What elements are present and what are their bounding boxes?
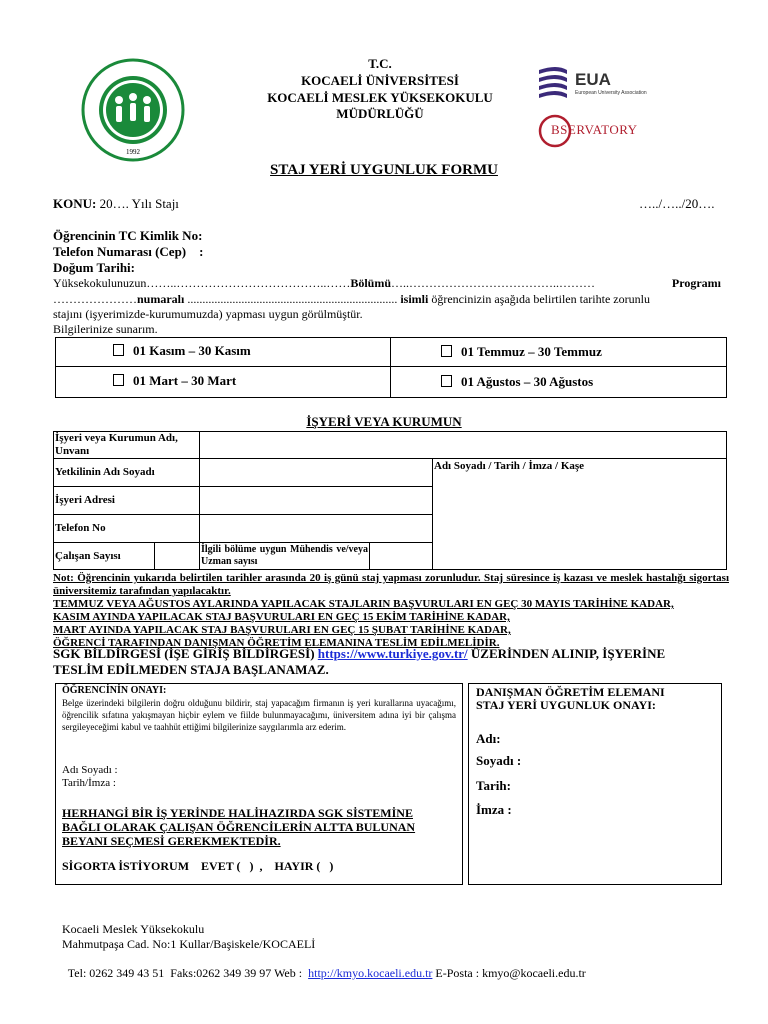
observatory-label: BSERVATORY [551, 122, 638, 137]
period-label: 01 Kasım – 30 Kasım [133, 343, 251, 358]
advisor-date: Tarih: [476, 778, 511, 793]
workplace-address-label: İşyeri Adresi [55, 494, 115, 506]
footer-address: Mahmutpaşa Cad. No:1 Kullar/Başiskele/KOCAELİ [62, 937, 316, 951]
para-dots-1: Yüksekokulunuzun……..………………………………..…… [53, 276, 351, 290]
advisor-title-1: DANIŞMAN ÖĞRETİM ELEMANI [476, 685, 665, 699]
checkbox-icon[interactable] [113, 374, 124, 386]
workplace-title: İŞYERİ VEYA KURUMUN [306, 414, 462, 429]
sgk-warning-2: BAĞLI OLARAK ÇALIŞAN ÖĞRENCİLERİN ALTTA BULUNAN [62, 820, 416, 834]
konu-label: KONU: [53, 196, 97, 211]
footer-school: Kocaeli Meslek Yüksekokulu [62, 922, 205, 936]
student-paragraph-line4: Bilgilerinize sunarım. [53, 322, 158, 336]
advisor-name: Adı: [476, 731, 501, 746]
deadline-march: MART AYINDA YAPILACAK STAJ BAŞVURULARI EN GEÇ 15 ŞUBAT TARİHİNE KADAR, [53, 624, 511, 636]
workplace-row-divider-4 [53, 542, 432, 543]
deadline-november: KASIM AYINDA YAPILACAK STAJ BAŞVURULARI EN GEÇ 15 EKİM TARİHİNE KADAR, [53, 611, 510, 623]
student-approval-body: Belge üzerindeki bilgilerin doğru olduğunu bildirir, staj yapacağım firmanın iş yeri kurallarına uyacağımı, öğrencilik sıfatına yakışmayan hiçbir eylem ve fiilde bulunmayacağımı, üniversitem adına iyi bir çalışma sergileyeceğimi kabul ve taahhüt ettiğimi bilgilerinize saygılarımla arz ederim. [62, 698, 456, 732]
checkbox-icon[interactable] [441, 345, 452, 357]
deadline-delivery: ÖĞRENCİ TARAFINDAN DANIŞMAN ÖĞRETİM ELEMANINA TESLİM EDİLMELİDİR. [53, 637, 500, 649]
deadline-summer: TEMMUZ VEYA AĞUSTOS AYLARINDA YAPILACAK STAJLARIN BAŞVURULARI EN GEÇ 30 MAYIS TARİHİNE KADAR, [53, 598, 674, 610]
workplace-col-divider-2 [432, 458, 433, 570]
workplace-row-divider-3 [53, 514, 432, 515]
checkbox-icon[interactable] [113, 344, 124, 356]
insurance-choice[interactable]: SİGORTA İSTİYORUM EVET ( ) , HAYIR ( ) [62, 859, 334, 873]
student-phone-label: Telefon Numarası (Cep) : [53, 244, 204, 259]
student-paragraph-line3: stajını (işyerimizde-kurumumuzda) yapması uygun görülmüştür. [53, 307, 363, 321]
period-table-hdivider [55, 366, 727, 367]
sgk-warning-3: BEYANI SEÇMESİ GEREKMEKTEDİR. [62, 834, 281, 848]
para-text-1: öğrencinizin aşağıda belirtilen tarihte zorunlu [428, 292, 650, 306]
period-table-vdivider [390, 337, 391, 398]
checkbox-icon[interactable] [441, 375, 452, 387]
note-insurance: Not: Öğrencinin yukarıda belirtilen tarihler arasında 20 iş günü staj yapması zorunludur. Staj süresince iş kazası ve meslek hastalığı sigortası üniversitemiz tarafından yapılacaktır. [53, 572, 729, 597]
para-isimli: isimli [397, 292, 429, 306]
sgk-link[interactable]: https://www.turkiye.gov.tr/ [317, 646, 468, 661]
eua-label: EUA [575, 70, 611, 89]
advisor-sign: İmza : [476, 802, 512, 817]
period-label: 01 Mart – 30 Mart [133, 373, 237, 388]
period-option-kasim[interactable] [113, 343, 251, 359]
period-label: 01 Temmuz – 30 Temmuz [461, 344, 602, 359]
sgk-text-2: ÜZERİNDEN ALINIP, İŞYERİNE [467, 646, 666, 661]
footer-web-link[interactable]: http://kmyo.kocaeli.edu.tr [308, 966, 433, 980]
workplace-name-label: İşyeri veya Kurumun Adı, Unvanı [55, 432, 178, 457]
konu-date: …../…../20…. [639, 196, 715, 211]
footer-contact [62, 951, 586, 981]
eua-subtitle: European University Association [575, 90, 647, 96]
eua-logo [537, 62, 677, 104]
student-approval-date-sign: Tarih/İmza : [62, 777, 116, 789]
advisor-title-2: STAJ YERİ UYGUNLUK ONAYI: [476, 698, 656, 712]
header-university: KOCAELİ ÜNİVERSİTESİ [301, 73, 459, 88]
period-option-temmuz[interactable] [441, 344, 602, 360]
sgk-text-1: SGK BİLDİRGESİ (İŞE GİRİŞ BİLDİRGESİ) [53, 646, 318, 661]
workplace-phone-label: Telefon No [55, 522, 106, 534]
sgk-warning-1: HERHANGİ BİR İŞ YERİNDE HALİHAZIRDA SGK SİSTEMİNE [62, 806, 413, 820]
para-numarali: numaralı [137, 292, 185, 306]
footer-email: E-Posta : kmyo@kocaeli.edu.tr [432, 966, 586, 980]
footer-phone-fax: Tel: 0262 349 43 51 Faks:0262 349 39 97 Web : [67, 966, 309, 980]
workplace-staff-divider [154, 542, 155, 570]
header-directorate: MÜDÜRLÜĞÜ [336, 106, 424, 121]
workplace-engineer-label: İlgili bölüme uygun Mühendis ve/veya Uzman sayısı [201, 544, 368, 567]
workplace-engineer-divider [369, 542, 370, 570]
para-dots-2: …..………………………………..……… [391, 276, 596, 290]
advisor-surname: Soyadı : [476, 753, 522, 768]
period-option-mart[interactable] [113, 373, 236, 389]
para-dots-4: ...................................................................... [184, 292, 398, 306]
workplace-row-divider-2 [53, 486, 432, 487]
form-title: STAJ YERİ UYGUNLUK FORMU [270, 162, 498, 178]
para-bolumu: Bölümü [350, 276, 392, 290]
sgk-notice [53, 646, 665, 662]
period-label: 01 Ağustos – 30 Ağustos [461, 374, 594, 389]
konu-row [53, 196, 179, 212]
workplace-row-divider-1 [53, 458, 727, 459]
observatory-logo [537, 110, 637, 152]
student-birth-label: Doğum Tarihi: [53, 260, 135, 275]
konu-value: 20…. Yılı Stajı [99, 196, 179, 211]
student-paragraph-line1 [53, 276, 721, 291]
student-paragraph-line2 [53, 292, 721, 307]
workplace-signature-label: Adı Soyadı / Tarih / İmza / Kaşe [434, 460, 585, 472]
student-approval-title: ÖĞRENCİNİN ONAYI: [62, 685, 167, 696]
workplace-col-divider-1 [199, 431, 200, 570]
workplace-auth-label: Yetkilinin Adı Soyadı [55, 466, 155, 478]
student-tc-label: Öğrencinin TC Kimlik No: [53, 228, 203, 243]
period-option-agustos[interactable] [441, 374, 593, 390]
header-tc: T.C. [368, 56, 392, 71]
para-programi: Programı [671, 276, 721, 290]
para-dots-3: ………………… [53, 292, 137, 306]
logo-year: 1992 [126, 148, 140, 156]
header-school: KOCAELİ MESLEK YÜKSEKOKULU [267, 90, 493, 105]
student-approval-name: Adı Soyadı : [62, 764, 118, 776]
workplace-staff-label: Çalışan Sayısı [55, 550, 121, 562]
sgk-notice-2: TESLİM EDİLMEDEN STAJA BAŞLANAMAZ. [53, 662, 329, 677]
